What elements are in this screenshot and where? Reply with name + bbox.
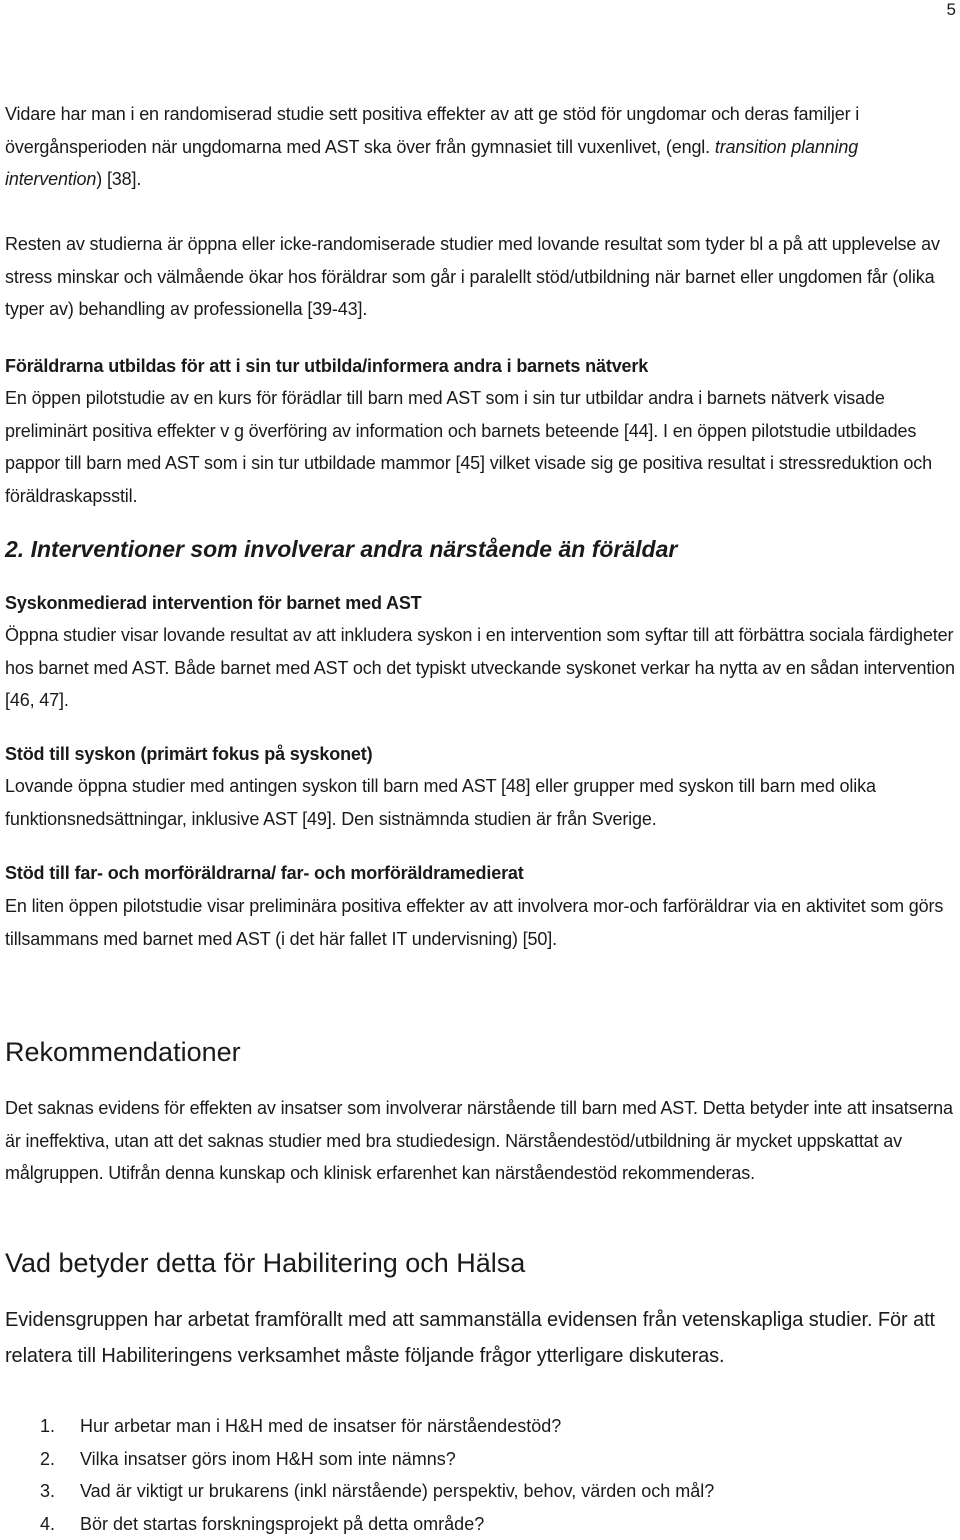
parents-educate-heading: Föräldrarna utbildas för att i sin tur utbilda/informera andra i barnets nätverk	[5, 350, 955, 383]
list-item-number: 4.	[40, 1508, 55, 1540]
habilitation-heading: Vad betyder detta för Habilitering och Hälsa	[5, 1246, 955, 1280]
recommendations-paragraph: Det saknas evidens för effekten av insatser som involverar närstående till barn med AST. Detta betyder inte att insatserna är ineffektiva, utan att det saknas studier med bra studiedesign. Närståendestöd/utbildning är mycket uppskattat av målgruppen. Utifrån denna kunskap och klinisk erfarenhet kan närståendestöd rekommenderas.	[5, 1092, 955, 1190]
list-item-text: Hur arbetar man i H&H med de insatser för närståendestöd?	[80, 1410, 561, 1443]
page-number: 5	[947, 0, 956, 20]
sibling-support-paragraph: Lovande öppna studier med antingen syskon till barn med AST [48] eller grupper med syskon till barn med olika funktionsnedsättningar, inklusive AST [49]. Den sistnämnda studien är från Sverige.	[5, 770, 955, 835]
grandparents-heading: Stöd till far- och morföräldrarna/ far- och morföräldramedierat	[5, 857, 955, 890]
sibling-mediated-heading: Syskonmedierad intervention för barnet med AST	[5, 587, 955, 620]
intro-citation: ) [38].	[96, 169, 141, 189]
other-studies-paragraph: Resten av studierna är öppna eller icke-randomiserade studier med lovande resultat som tyder bl a på att upplevelse av stress minskar och välmående ökar hos föräldrar som går i paralellt stöd/utbildning när barnet eller ungdomen får (olika typer av) behandling av professionella [39-43].	[5, 228, 955, 326]
intro-english-term: transition planning intervention	[5, 137, 858, 190]
grandparents-paragraph: En liten öppen pilotstudie visar preliminära positiva effekter av att involvera mor-och farföräldrar via en aktivitet som görs tillsammans med barnet med AST (i det här fallet IT undervisning) [50].	[5, 890, 955, 955]
list-item-text: Vad är viktigt ur brukarens (inkl närstående) perspektiv, behov, värden och mål?	[80, 1475, 714, 1508]
list-item-number: 3.	[40, 1475, 55, 1508]
list-item-number: 2.	[40, 1443, 55, 1476]
list-item-text: Bör det startas forskningsprojekt på detta område?	[80, 1508, 484, 1540]
list-item-number: 1.	[40, 1410, 55, 1443]
list-item-text: Vilka insatser görs inom H&H som inte nämns?	[80, 1443, 456, 1476]
parents-educate-paragraph: En öppen pilotstudie av en kurs för förädlar till barn med AST som i sin tur utbildar andra i barnets nätverk visade preliminärt positiva effekter v g överföring av information och barnets beteende [44]. I en öppen pilotstudie utbildades pappor till barn med AST som i sin tur utbildade mammor [45] vilket visade sig ge positiva resultat i stressreduktion och föräldraskapsstil.	[5, 382, 955, 512]
intro-text: Vidare har man i en randomiserad studie sett positiva effekter av att ge stöd för ungdomar och deras familjer i övergånsperioden när ungdomarna med AST ska över från gymnasiet till vuxenlivet, (engl.	[5, 104, 859, 157]
sibling-support-heading: Stöd till syskon (primärt fokus på syskonet)	[5, 738, 955, 771]
recommendations-heading: Rekommendationer	[5, 1035, 955, 1069]
sibling-mediated-paragraph: Öppna studier visar lovande resultat av att inkludera syskon i en intervention som syftar till att förbättra sociala färdigheter hos barnet med AST. Både barnet med AST och det typiskt utveckande syskonet verkar ha nytta av en sådan intervention [46, 47].	[5, 619, 955, 717]
intro-paragraph	[5, 98, 955, 196]
habilitation-paragraph: Evidensgruppen har arbetat framförallt med att sammanställa evidensen från vetenskapliga studier. För att relatera till Habiliteringens verksamhet måste följande frågor ytterligare diskuteras.	[5, 1303, 955, 1374]
section-2-heading: 2. Interventioner som involverar andra närstående än föräldar	[5, 534, 955, 564]
